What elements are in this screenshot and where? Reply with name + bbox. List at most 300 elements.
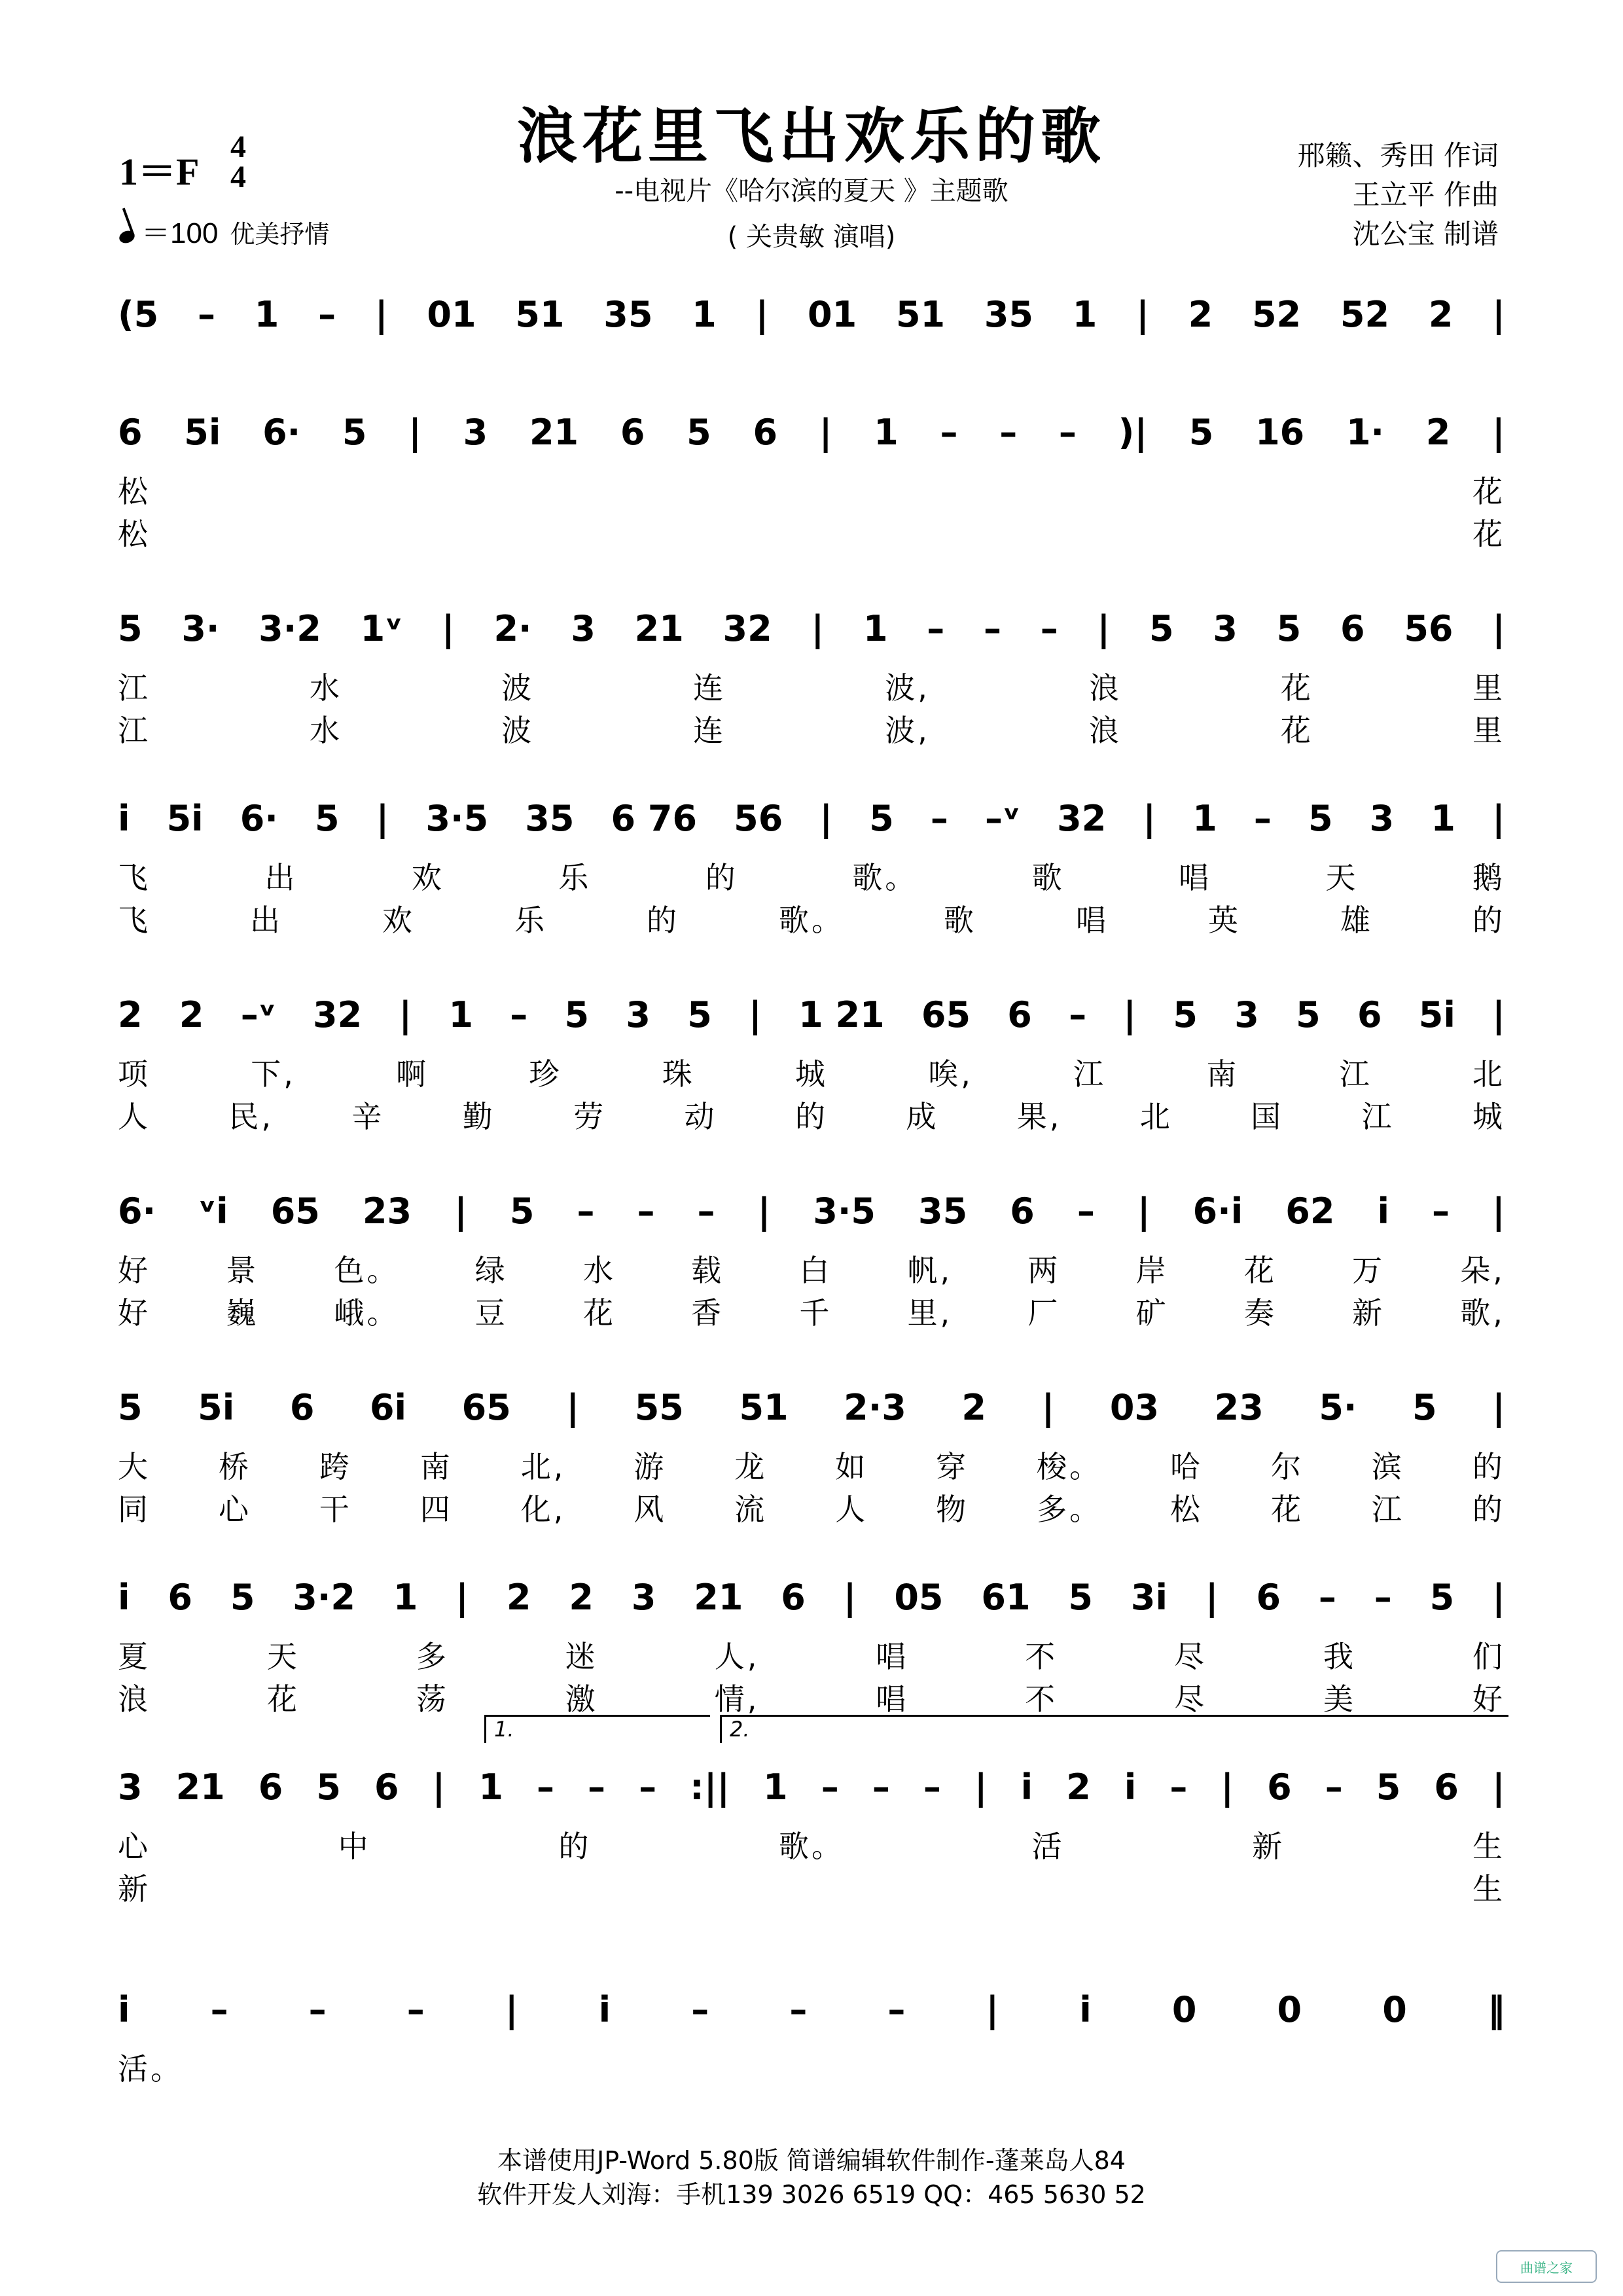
lyric-syllable: 波 — [501, 713, 535, 748]
note: 23 — [1214, 1386, 1264, 1428]
lyric-syllable: 江 — [1073, 1056, 1107, 1092]
barline: | — [566, 1386, 580, 1428]
note: i — [1020, 1766, 1033, 1808]
lyric-syllable: 出 — [250, 903, 283, 938]
note: 5 — [1068, 1576, 1093, 1618]
lyric-line-1 — [118, 2045, 1505, 2089]
lyric-syllable: 奏 — [1243, 1295, 1277, 1331]
lyric-syllable: 珠 — [662, 1056, 695, 1092]
note: – — [999, 411, 1018, 453]
note: – — [872, 1766, 890, 1808]
lyric-syllable: 的 — [558, 1829, 592, 1864]
note: – — [210, 1988, 228, 2030]
lyric-syllable: 花 — [266, 1681, 300, 1717]
lyric-syllable: 北 — [1139, 1099, 1173, 1134]
note: 32 — [1057, 797, 1107, 839]
note: 5i — [184, 411, 221, 453]
barline: | — [1143, 797, 1156, 839]
lyric-syllable: 白 — [799, 1253, 832, 1288]
footer-line-1: 本谱使用JP-Word 5.80版 简谱编辑软件制作-蓬莱岛人84 — [497, 2146, 1126, 2175]
lyric-syllable: 水 — [582, 1253, 616, 1288]
lyric-syllable: 里 — [1472, 670, 1505, 706]
barline: | — [432, 1766, 446, 1808]
lyric-syllable: 激 — [565, 1681, 598, 1717]
note: 32 — [313, 994, 363, 1035]
note: – — [691, 1988, 709, 2030]
note: 1 — [254, 293, 279, 335]
lyric-syllable: 连 — [693, 713, 726, 748]
note: 6 — [374, 1766, 399, 1808]
note: 2· — [493, 607, 532, 649]
lyricist: 邢籁、秀田 作词 — [1297, 139, 1499, 171]
lyric-syllable: 美 — [1323, 1681, 1356, 1717]
note: 6 — [1010, 1190, 1035, 1232]
lyric-syllable: 物 — [936, 1492, 969, 1527]
note: 2 — [961, 1386, 986, 1428]
note-row — [118, 988, 1505, 1041]
lyric-syllable: 好 — [118, 1295, 151, 1331]
note: 3·5 — [813, 1190, 876, 1232]
lyric-syllable: 松 — [118, 516, 151, 552]
barline: | — [1492, 1576, 1505, 1618]
tempo-marking — [119, 209, 329, 251]
note: i — [1079, 1988, 1092, 2030]
note: 5 — [564, 994, 590, 1035]
lyric-syllable: 松 — [118, 474, 151, 509]
note: 5 — [1376, 1766, 1401, 1808]
note: 1 — [1431, 797, 1455, 839]
barline: :|| — [690, 1766, 730, 1808]
barline: | — [399, 994, 412, 1035]
note: 1 — [478, 1766, 503, 1808]
note: 5i — [198, 1386, 235, 1428]
barline: | — [441, 607, 455, 649]
note: 6 — [118, 411, 143, 453]
lyric-syllable: 下, — [251, 1056, 296, 1092]
note: i — [118, 1576, 130, 1618]
lyric-syllable: 化, — [520, 1492, 566, 1527]
note: 5 — [1429, 1576, 1455, 1618]
lyric-syllable: 欢 — [382, 903, 415, 938]
lyric-syllable: 四 — [419, 1492, 453, 1527]
lyric-syllable: 尽 — [1174, 1639, 1207, 1674]
note: 3 — [571, 607, 596, 649]
lyric-syllable: 波, — [885, 713, 930, 748]
lyric-syllable: 乐 — [558, 860, 592, 895]
lyric-syllable: 花 — [1472, 474, 1505, 509]
lyric-syllable: 中 — [338, 1829, 371, 1864]
lyric-line-1 — [118, 468, 1505, 511]
barline: | — [1221, 1766, 1234, 1808]
note: 01 — [427, 293, 476, 335]
lyric-syllable: 乐 — [514, 903, 547, 938]
lyric-syllable: 心 — [218, 1492, 251, 1527]
note: 5 — [1412, 1386, 1437, 1428]
lyric-syllable: 桥 — [218, 1449, 251, 1484]
note: 05 — [894, 1576, 944, 1618]
note-row — [118, 1983, 1505, 2036]
note: – — [1077, 1190, 1095, 1232]
barline: | — [819, 411, 832, 453]
lyric-line-2 — [118, 1093, 1505, 1136]
note: 1 — [1192, 797, 1217, 839]
lyric-syllable: 啊 — [396, 1056, 429, 1092]
lyric-syllable: 花 — [1280, 670, 1313, 706]
barline: | — [1492, 293, 1505, 335]
note: – — [198, 293, 216, 335]
note: 56 — [1404, 607, 1454, 649]
barline: | — [1492, 607, 1505, 649]
lyric-syllable: 的 — [1472, 1492, 1505, 1527]
footer-line-2: 软件开发人刘海：手机139 3026 6519 QQ：465 5630 52 — [477, 2180, 1146, 2209]
lyric-syllable: 歌 — [1031, 860, 1065, 895]
note: – — [927, 607, 945, 649]
barline: | — [455, 1576, 469, 1618]
note: 6 — [1256, 1576, 1281, 1618]
lyric-syllable: 城 — [1472, 1099, 1505, 1134]
composer: 王立平 作曲 — [1352, 179, 1499, 211]
lyric-syllable: 松 — [1170, 1492, 1203, 1527]
tempo-value: ＝100 — [141, 217, 219, 249]
barline: | — [1123, 994, 1137, 1035]
note-row — [118, 1185, 1505, 1237]
note: 3 — [118, 1766, 143, 1808]
note: 6· — [262, 411, 301, 453]
note: 5 — [869, 797, 894, 839]
volta-2: 2. — [720, 1715, 1508, 1743]
lyric-syllable: 万 — [1352, 1253, 1385, 1288]
note: – — [940, 411, 958, 453]
note: 3i — [1130, 1576, 1168, 1618]
note: 6 76 — [611, 797, 698, 839]
note: 5 — [342, 411, 367, 453]
lyric-syllable: 花 — [1280, 713, 1313, 748]
lyric-syllable: 浪 — [1088, 713, 1122, 748]
barline: | — [1492, 1766, 1505, 1808]
lyric-syllable: 尔 — [1270, 1449, 1304, 1484]
note: 51 — [515, 293, 565, 335]
lyric-syllable: 厂 — [1027, 1295, 1061, 1331]
note: 2 — [1425, 411, 1451, 453]
lyric-syllable: 新 — [118, 1871, 151, 1907]
note: – — [639, 1766, 657, 1808]
lyric-syllable: 游 — [633, 1449, 667, 1484]
lyric-syllable: 雄 — [1340, 903, 1373, 938]
note: 6 — [781, 1576, 806, 1618]
lyric-syllable: 果, — [1016, 1099, 1062, 1134]
note: – — [1069, 994, 1087, 1035]
lyric-syllable: 江 — [1371, 1492, 1404, 1527]
note: – — [308, 1988, 327, 2030]
note: 16 — [1255, 411, 1305, 453]
volta-1: 1. — [484, 1715, 710, 1743]
lyric-syllable: 豆 — [474, 1295, 508, 1331]
note: 35 — [918, 1190, 968, 1232]
note: 3 — [463, 411, 488, 453]
barline: | — [454, 1190, 467, 1232]
note: 01 — [808, 293, 857, 335]
lyric-syllable: 水 — [310, 670, 343, 706]
barline: | — [1137, 1190, 1150, 1232]
lyric-syllable: 滨 — [1371, 1449, 1404, 1484]
lyric-line-1 — [118, 664, 1505, 708]
lyric-syllable: 里, — [907, 1295, 953, 1331]
barline: | — [757, 1190, 771, 1232]
lyric-syllable: 们 — [1472, 1639, 1505, 1674]
lyric-syllable: 唱 — [876, 1681, 909, 1717]
barline: | — [1492, 1190, 1505, 1232]
lyric-syllable: 欢 — [411, 860, 444, 895]
lyric-syllable: 活。 — [118, 2051, 183, 2087]
lyric-syllable: 歌。 — [852, 860, 918, 895]
lyric-line-2 — [118, 1676, 1505, 1719]
lyric-syllable: 生 — [1472, 1829, 1505, 1864]
note: 2·3 — [844, 1386, 906, 1428]
lyric-syllable: 唱 — [1076, 903, 1109, 938]
note: 62 — [1285, 1190, 1335, 1232]
note-row — [118, 602, 1505, 655]
note: 6 — [1340, 607, 1365, 649]
lyric-syllable: 大 — [118, 1449, 151, 1484]
lyric-syllable: 花 — [1270, 1492, 1304, 1527]
note: 5 — [1296, 994, 1321, 1035]
lyric-syllable: 里 — [1472, 713, 1505, 748]
note: 6· — [118, 1190, 156, 1232]
note: – — [1325, 1766, 1343, 1808]
lyric-syllable: 龙 — [734, 1449, 768, 1484]
lyric-syllable: 出 — [264, 860, 298, 895]
lyric-syllable: 浪 — [118, 1681, 151, 1717]
note: 6 — [1007, 994, 1032, 1035]
lyric-syllable: 民, — [228, 1099, 274, 1134]
note: (5 — [118, 293, 159, 335]
lyric-syllable: 矿 — [1135, 1295, 1169, 1331]
note: 6 — [620, 411, 645, 453]
lyric-syllable: 波, — [885, 670, 930, 706]
note: – — [510, 994, 528, 1035]
lyric-line-2 — [118, 707, 1505, 750]
lyric-syllable: 项 — [118, 1056, 151, 1092]
lyric-syllable: 巍 — [226, 1295, 259, 1331]
note: 3·2 — [293, 1576, 355, 1618]
barline: | — [755, 293, 769, 335]
barline: | — [819, 797, 833, 839]
note: – — [318, 293, 336, 335]
note: 1 — [763, 1766, 788, 1808]
note: – — [406, 1988, 425, 2030]
lyric-syllable: 好 — [118, 1253, 151, 1288]
lyric-syllable: 跨 — [319, 1449, 352, 1484]
lyric-syllable: 干 — [319, 1492, 352, 1527]
barline: | — [986, 1988, 999, 2030]
note: 0 — [1277, 1988, 1302, 2030]
lyric-syllable: 如 — [835, 1449, 868, 1484]
lyric-line-2 — [118, 897, 1505, 940]
note: 2 — [569, 1576, 594, 1618]
note: 5 — [1173, 994, 1198, 1035]
lyric-syllable: 浪 — [1088, 670, 1122, 706]
lyric-syllable: 人 — [118, 1099, 151, 1134]
note-row — [118, 1381, 1505, 1433]
lyric-syllable: 情, — [714, 1681, 760, 1717]
lyric-syllable: 天 — [266, 1639, 300, 1674]
barline: | — [1205, 1576, 1219, 1618]
lyric-syllable: 波 — [501, 670, 535, 706]
arranger: 沈公宝 制谱 — [1352, 218, 1499, 250]
note: 3 — [626, 994, 651, 1035]
note: i — [118, 797, 130, 839]
note: 51 — [739, 1386, 789, 1428]
lyric-syllable: 江 — [1339, 1056, 1372, 1092]
lyric-line-2 — [118, 511, 1505, 554]
note: – — [1374, 1576, 1392, 1618]
lyric-syllable: 帆, — [907, 1253, 953, 1288]
note: 21 — [694, 1576, 743, 1618]
lyric-line-1 — [118, 1247, 1505, 1290]
note: – — [537, 1766, 554, 1808]
note: 6i — [369, 1386, 407, 1428]
lyric-syllable: 江 — [1361, 1099, 1395, 1134]
note: 65 — [921, 994, 971, 1035]
note: 1 21 — [798, 994, 885, 1035]
quarter-note-icon — [118, 228, 137, 245]
note: – — [1040, 607, 1058, 649]
note: 2 — [1428, 293, 1454, 335]
lyric-syllable: 的 — [647, 903, 679, 938]
lyric-line-1 — [118, 1443, 1505, 1486]
note: – — [1058, 411, 1077, 453]
lyric-syllable: 飞 — [118, 903, 151, 938]
lyric-line-1 — [118, 1050, 1505, 1094]
lyric-syllable: 迷 — [565, 1639, 598, 1674]
lyric-syllable: 花 — [1243, 1253, 1277, 1288]
lyric-syllable: 歌。 — [778, 1829, 844, 1864]
lyric-syllable: 多 — [416, 1639, 449, 1674]
note: 1 — [874, 411, 899, 453]
note: 1 — [863, 607, 888, 649]
lyric-syllable: 江 — [118, 713, 151, 748]
note: 56 — [734, 797, 783, 839]
barline: | — [1492, 994, 1505, 1035]
note: 5 — [1149, 607, 1174, 649]
note: 65 — [461, 1386, 511, 1428]
barline: | — [843, 1576, 857, 1618]
barline: | — [374, 293, 388, 335]
lyric-syllable: 色。 — [334, 1253, 400, 1288]
note: –ᵛ — [984, 797, 1021, 839]
lyric-syllable: 南 — [1206, 1056, 1240, 1092]
lyric-syllable: 景 — [226, 1253, 259, 1288]
note: 1 — [393, 1576, 418, 1618]
note: i — [1377, 1190, 1389, 1232]
note: 3 — [1369, 797, 1395, 839]
lyric-syllable: 生 — [1472, 1871, 1505, 1907]
lyric-line-1 — [118, 854, 1505, 897]
lyric-syllable: 人, — [714, 1639, 760, 1674]
lyric-line-1 — [118, 1633, 1505, 1676]
lyric-syllable: 朵, — [1460, 1253, 1505, 1288]
note: 6· — [240, 797, 278, 839]
note: – — [930, 797, 948, 839]
note: –ᵛ — [240, 994, 276, 1035]
note: – — [637, 1190, 655, 1232]
barline: | — [749, 994, 762, 1035]
barline: | — [1136, 293, 1149, 335]
page-title: 浪花里飞出欢乐的歌 — [516, 101, 1106, 171]
lyric-syllable: 水 — [310, 713, 343, 748]
time-bottom: 4 — [230, 160, 246, 194]
note: ᵛi — [198, 1190, 228, 1232]
barline: )| — [1118, 411, 1148, 453]
note: 1 — [692, 293, 717, 335]
note: 6 — [289, 1386, 315, 1428]
lyric-syllable: 英 — [1208, 903, 1241, 938]
note: – — [887, 1988, 906, 2030]
note: 35 — [984, 293, 1034, 335]
barline: | — [811, 607, 825, 649]
lyric-syllable: 的 — [1472, 1449, 1505, 1484]
note: 21 — [175, 1766, 225, 1808]
note: 35 — [603, 293, 653, 335]
note-row — [118, 792, 1505, 844]
note: – — [923, 1766, 941, 1808]
lyric-syllable: 荡 — [416, 1681, 449, 1717]
note: – — [577, 1190, 595, 1232]
lyric-syllable: 好 — [1472, 1681, 1505, 1717]
note: 6·i — [1192, 1190, 1243, 1232]
expression: 优美抒情 — [230, 220, 330, 249]
lyric-syllable: 动 — [684, 1099, 717, 1134]
lyric-syllable: 哈 — [1170, 1449, 1203, 1484]
barline: | — [376, 797, 389, 839]
barline: | — [408, 411, 421, 453]
lyric-syllable: 不 — [1025, 1681, 1058, 1717]
note: – — [1253, 797, 1272, 839]
lyric-syllable: 两 — [1027, 1253, 1061, 1288]
note: 1· — [1346, 411, 1385, 453]
note: 5i — [166, 797, 204, 839]
lyric-syllable: 峨。 — [334, 1295, 400, 1331]
note: 23 — [362, 1190, 412, 1232]
note: 6 — [1434, 1766, 1459, 1808]
barline: | — [1097, 607, 1111, 649]
note: 5 — [230, 1576, 255, 1618]
note: 3· — [181, 607, 220, 649]
barline: | — [974, 1766, 988, 1808]
note: – — [697, 1190, 715, 1232]
note: 5 — [118, 1386, 143, 1428]
note: 5 — [1308, 797, 1333, 839]
lyric-syllable: 活 — [1031, 1829, 1065, 1864]
lyric-line-2 — [118, 1289, 1505, 1333]
note: 1ᵛ — [360, 607, 403, 649]
lyric-syllable: 花 — [582, 1295, 616, 1331]
lyric-syllable: 的 — [705, 860, 738, 895]
barline: ‖ — [1487, 1988, 1505, 2030]
lyric-syllable: 天 — [1325, 860, 1359, 895]
note-row — [118, 1761, 1505, 1813]
note: 61 — [981, 1576, 1031, 1618]
note: 5 — [314, 797, 340, 839]
lyric-syllable: 人 — [835, 1492, 868, 1527]
lyric-syllable: 唉, — [928, 1056, 973, 1092]
lyric-syllable: 尽 — [1174, 1681, 1207, 1717]
lyric-syllable: 穿 — [936, 1449, 969, 1484]
lyric-syllable: 的 — [794, 1099, 828, 1134]
lyric-syllable: 珍 — [529, 1056, 562, 1092]
note: – — [821, 1766, 839, 1808]
barline: | — [1492, 1386, 1505, 1428]
